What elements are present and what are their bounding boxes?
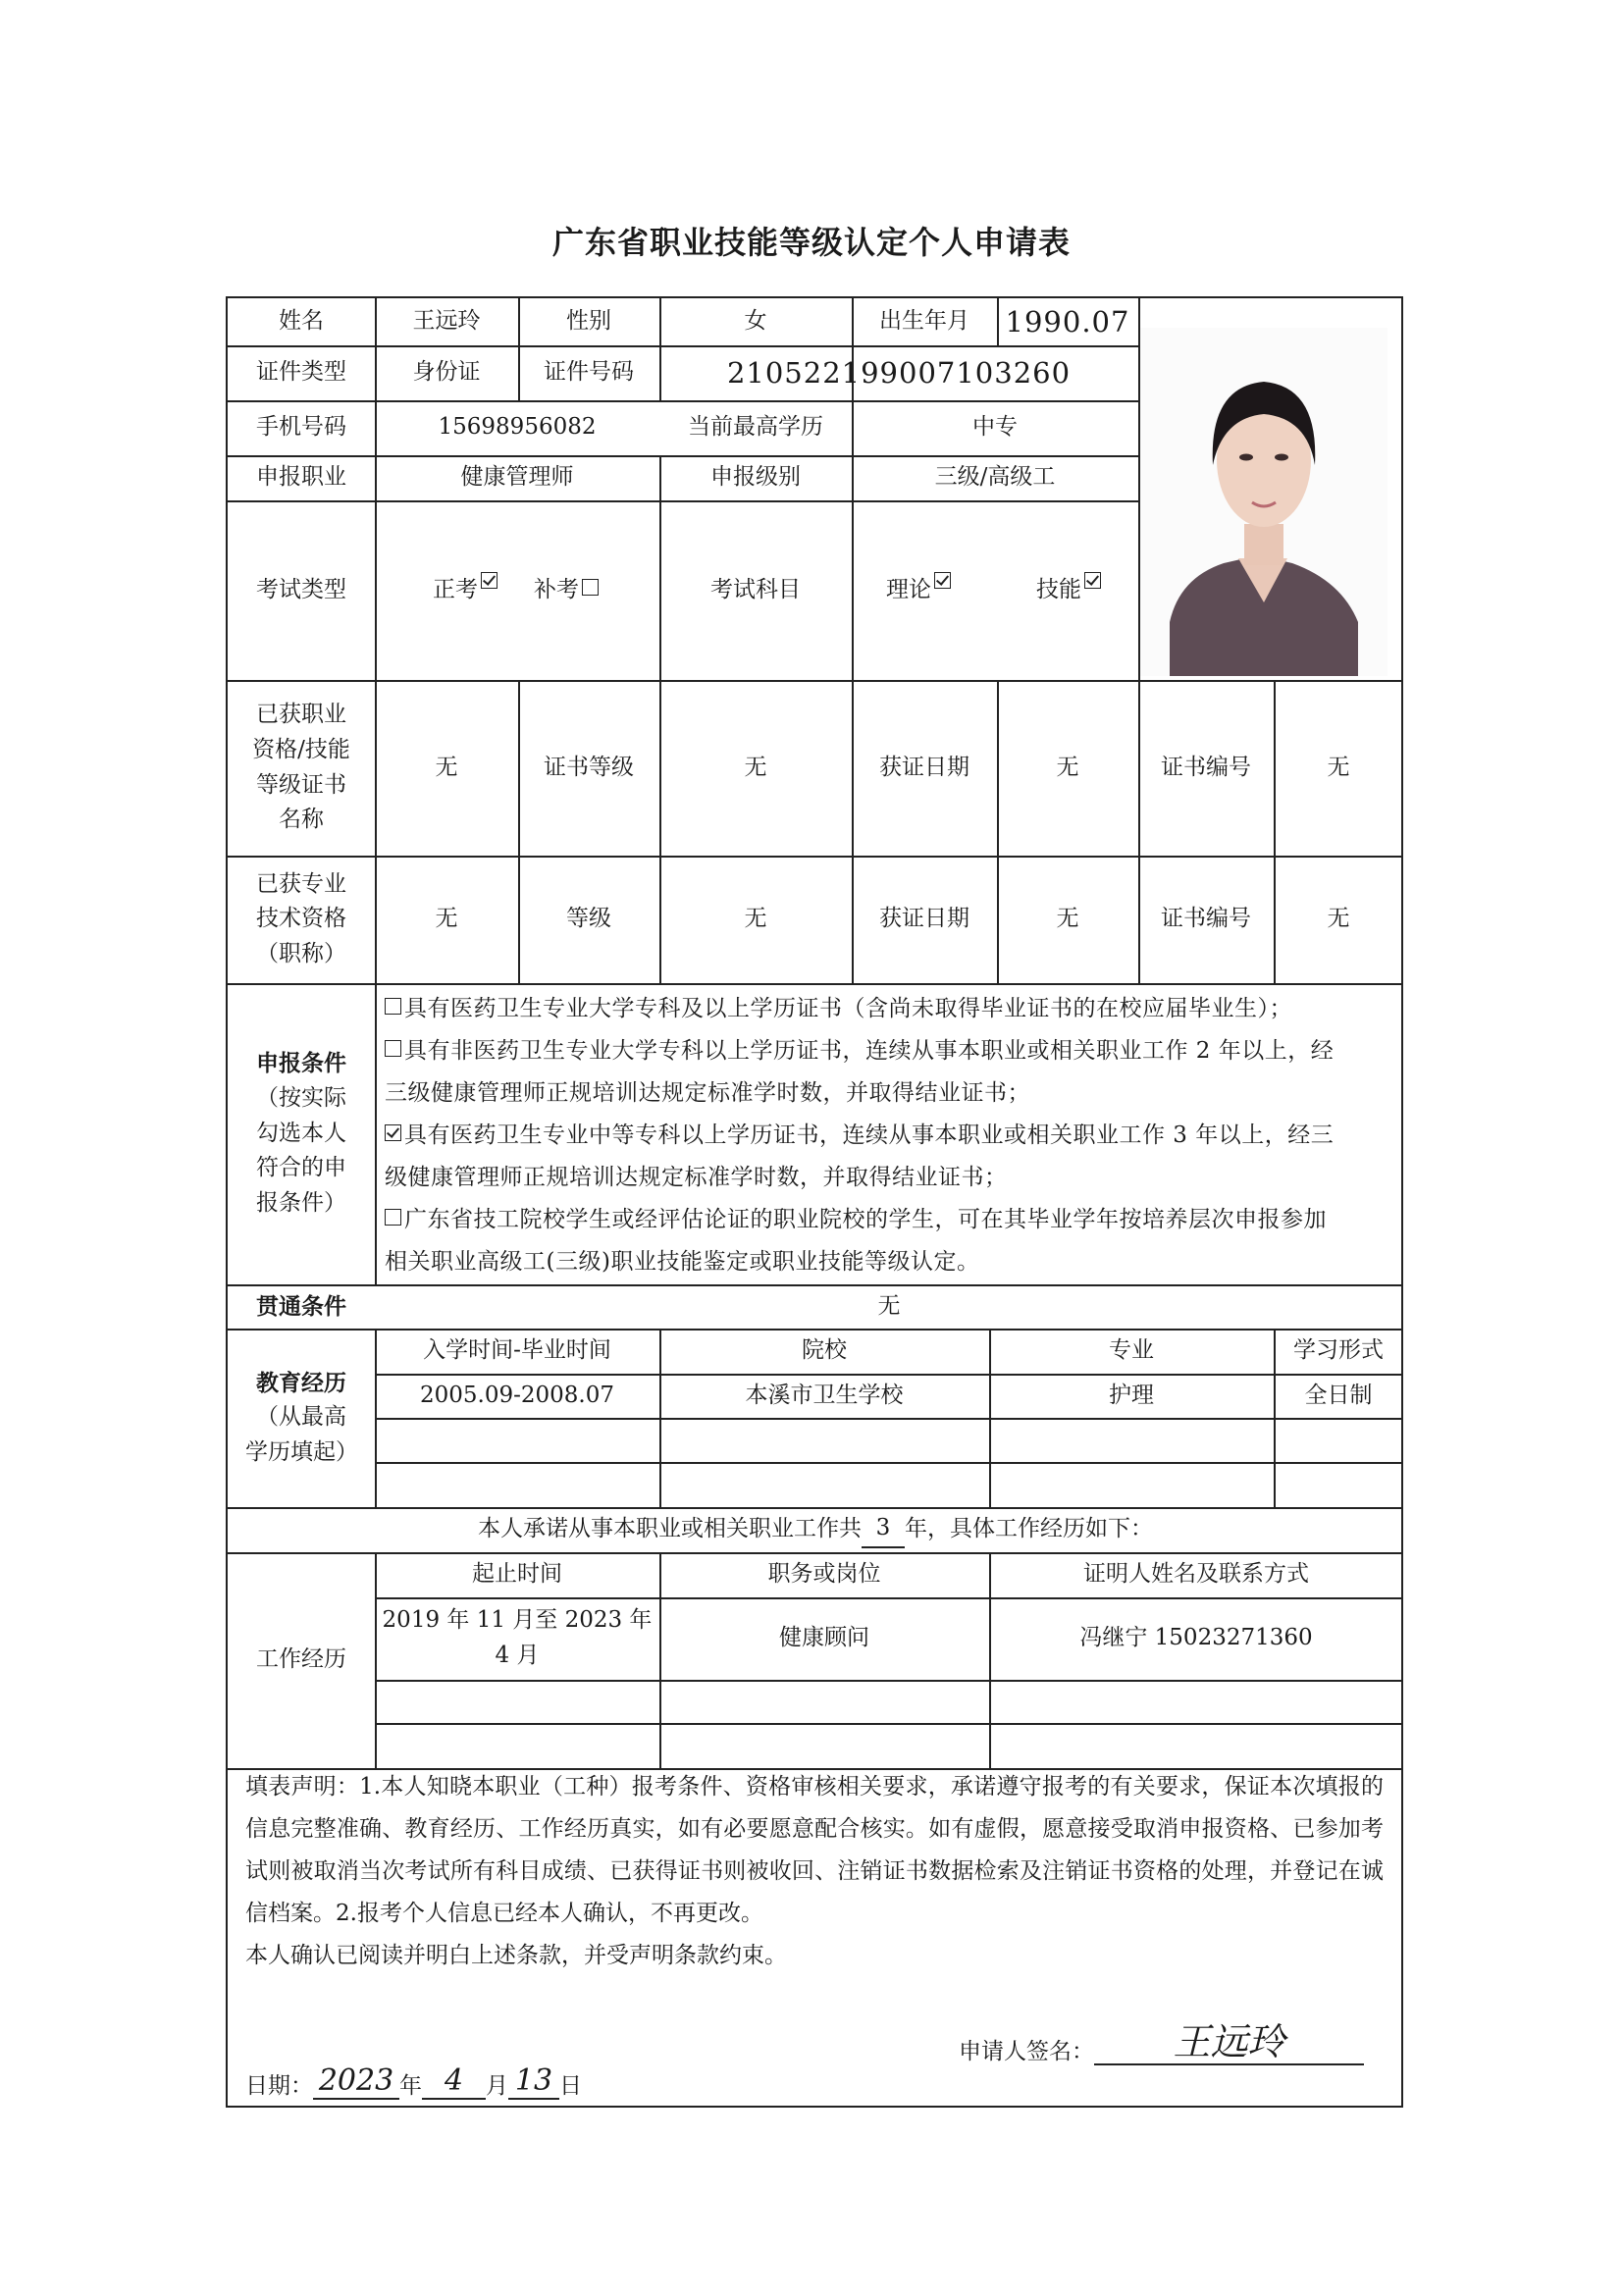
edu-header-major: 专业 [1109,1337,1154,1364]
edu-header-period: 入学时间-毕业时间 [423,1337,611,1364]
phone-value[interactable]: 15698956082 [438,414,597,441]
condition-text: 具有医药卫生专业中等专科以上学历证书，连续从事本职业或相关职业工作 3 年以上，经三 [404,1122,1335,1148]
condition-checkbox[interactable] [385,998,401,1015]
gender-value[interactable]: 女 [744,308,767,335]
cert2-name[interactable]: 无 [435,906,458,932]
level-value[interactable]: 三级/高级工 [934,464,1056,491]
conditions-list [385,988,1397,1283]
name-value[interactable]: 王远玲 [412,308,481,335]
date-day[interactable]: 13 [508,2064,559,2100]
work-promise: 本人承诺从事本职业或相关职业工作共 3 年，具体工作经历如下： [228,1507,1403,1552]
condition-text: 具有非医药卫生专业大学专科以上学历证书，连续从事本职业或相关职业工作 2 年以上，经 [404,1038,1335,1064]
date-label: 日期： [245,2073,313,2099]
occupation-label: 申报职业 [256,464,346,491]
form-title: 广东省职业技能等级认定个人申请表 [551,224,1071,261]
work-row-period[interactable]: 2019 年 11 月至 2023 年 4 月 [382,1607,653,1668]
exam-regular-option[interactable]: 正考 [433,572,500,608]
through-value[interactable]: 无 [877,1292,901,1319]
subject-skill-checkbox[interactable] [1084,572,1101,589]
cert2-label: 已获专业技术资格（职称） [256,870,346,966]
subject-options [852,500,1138,680]
condition-item [385,988,1397,1030]
id-type-label: 证件类型 [256,359,346,386]
cert1-label: 已获职业资格/技能等级证书名称 [252,702,350,833]
conditions-label-cell [228,983,375,1284]
cert1-grade-label: 证书等级 [544,754,634,780]
exam-regular-checkbox[interactable] [481,572,497,589]
cert2-date-label: 获证日期 [879,906,969,932]
birth-value[interactable]: 1990.07 [1005,304,1130,339]
work-label: 工作经历 [256,1646,346,1673]
work-header-witness: 证明人姓名及联系方式 [1083,1561,1309,1588]
date-area: 日期： 2023 年 4 月 13 日 [245,2063,582,2099]
subject-label: 考试科目 [710,576,801,602]
signature-area [959,2020,1364,2065]
cert1-date-label: 获证日期 [879,754,969,780]
cert2-grade[interactable]: 无 [744,906,767,932]
exam-makeup-option[interactable]: 补考 [534,573,602,608]
declaration [245,1766,1384,1977]
exam-makeup-checkbox[interactable] [582,579,599,596]
cert2-no-label: 证书编号 [1161,906,1251,932]
conditions-sub: （按实际勾选本人符合的申报条件） [256,1085,346,1216]
edu-row-school[interactable]: 本溪市卫生学校 [745,1382,904,1408]
edu-row-period[interactable]: 2005.09-2008.07 [420,1382,614,1408]
signature[interactable]: 王远玲 [1094,2020,1364,2065]
condition-checkbox[interactable] [385,1040,401,1057]
signature-label: 申请人签名： [959,2039,1094,2064]
applicant-photo [1140,328,1387,676]
condition-checkbox[interactable] [385,1209,401,1226]
gender-label: 性别 [566,308,611,335]
cert2-no[interactable]: 无 [1327,906,1350,932]
work-header-position: 职务或岗位 [767,1561,881,1588]
condition-text: 具有医药卫生专业大学专科及以上学历证书（含尚未取得毕业证书的在校应届毕业生）； [404,996,1292,1021]
edu-header-school: 院校 [802,1337,847,1364]
education-sub: （从最高学历填起） [245,1404,358,1465]
through-label: 贯通条件 [256,1292,346,1320]
edu-label: 当前最高学历 [688,414,823,441]
cert1-no-label: 证书编号 [1161,754,1251,780]
subject-theory-checkbox[interactable] [934,572,951,589]
condition-text: 三级健康管理师正规培训达规定标准学时数，并取得结业证书； [385,1080,1030,1106]
condition-text: 相关职业高级工(三级)职业技能鉴定或职业技能等级认定。 [385,1249,980,1275]
condition-text: 广东省技工院校学生或经评估论证的职业院校的学生，可在其毕业学年按培养层次申报参加 [404,1207,1327,1232]
id-no-label: 证件号码 [544,359,634,386]
cert2-grade-label: 等级 [566,906,611,932]
application-form [226,296,1403,2108]
name-label: 姓名 [279,308,324,335]
declaration-text: 填表声明：1.本人知晓本职业（工种）报考条件、资格审核相关要求，承诺遵守报考的有关要求，保证本次填报的信息完整准确、教育经历、工作经历真实，如有必要愿意配合核实。如有虚假，愿意接受取消申报资格、已参加考试则被取消当次考试所有科目成绩、已获得证书则被收回、注销证书数据检索及注销证书资格的处理，并登记在诚信档案。2.报考个人信息已经本人确认，不再更改。 [245,1774,1384,1926]
id-no-value[interactable]: 210522199007103260 [726,355,1072,390]
condition-item [385,1115,1397,1199]
date-year[interactable]: 2023 [313,2064,399,2100]
work-header-period: 起止时间 [472,1561,562,1588]
date-month[interactable]: 4 [422,2064,486,2100]
cert1-no[interactable]: 无 [1327,754,1350,780]
level-label: 申报级别 [710,464,801,491]
exam-type-options [375,500,659,680]
exam-type-label: 考试类型 [256,576,346,602]
education-label: 教育经历 [256,1369,346,1396]
occupation-value[interactable]: 健康管理师 [460,464,574,491]
condition-checkbox[interactable] [385,1124,401,1141]
edu-row-mode[interactable]: 全日制 [1304,1382,1373,1408]
conditions-label: 申报条件 [256,1050,346,1077]
cert1-grade[interactable]: 无 [744,754,767,780]
work-row-position[interactable]: 健康顾问 [779,1625,869,1651]
birth-label: 出生年月 [879,308,969,335]
phone-label: 手机号码 [256,414,346,441]
work-row-witness[interactable]: 冯继宁 15023271360 [1079,1625,1313,1651]
subject-skill-option[interactable]: 技能 [1036,572,1104,608]
education-label-cell [228,1329,375,1507]
declaration-confirm: 本人确认已阅读并明白上述条款，并受声明条款约束。 [245,1943,787,1968]
edu-row-major[interactable]: 护理 [1109,1382,1154,1408]
cert2-date[interactable]: 无 [1056,906,1079,932]
condition-item [385,1030,1397,1115]
subject-theory-option[interactable]: 理论 [886,572,954,608]
promise-years[interactable]: 3 [862,1511,905,1548]
condition-item [385,1199,1397,1283]
cert1-name[interactable]: 无 [435,754,458,780]
edu-value[interactable]: 中专 [972,414,1018,441]
id-type-value[interactable]: 身份证 [412,359,481,386]
condition-text: 级健康管理师正规培训达规定标准学时数，并取得结业证书； [385,1165,1008,1190]
edu-header-mode: 学习形式 [1293,1337,1384,1364]
cert1-date[interactable]: 无 [1056,754,1079,780]
